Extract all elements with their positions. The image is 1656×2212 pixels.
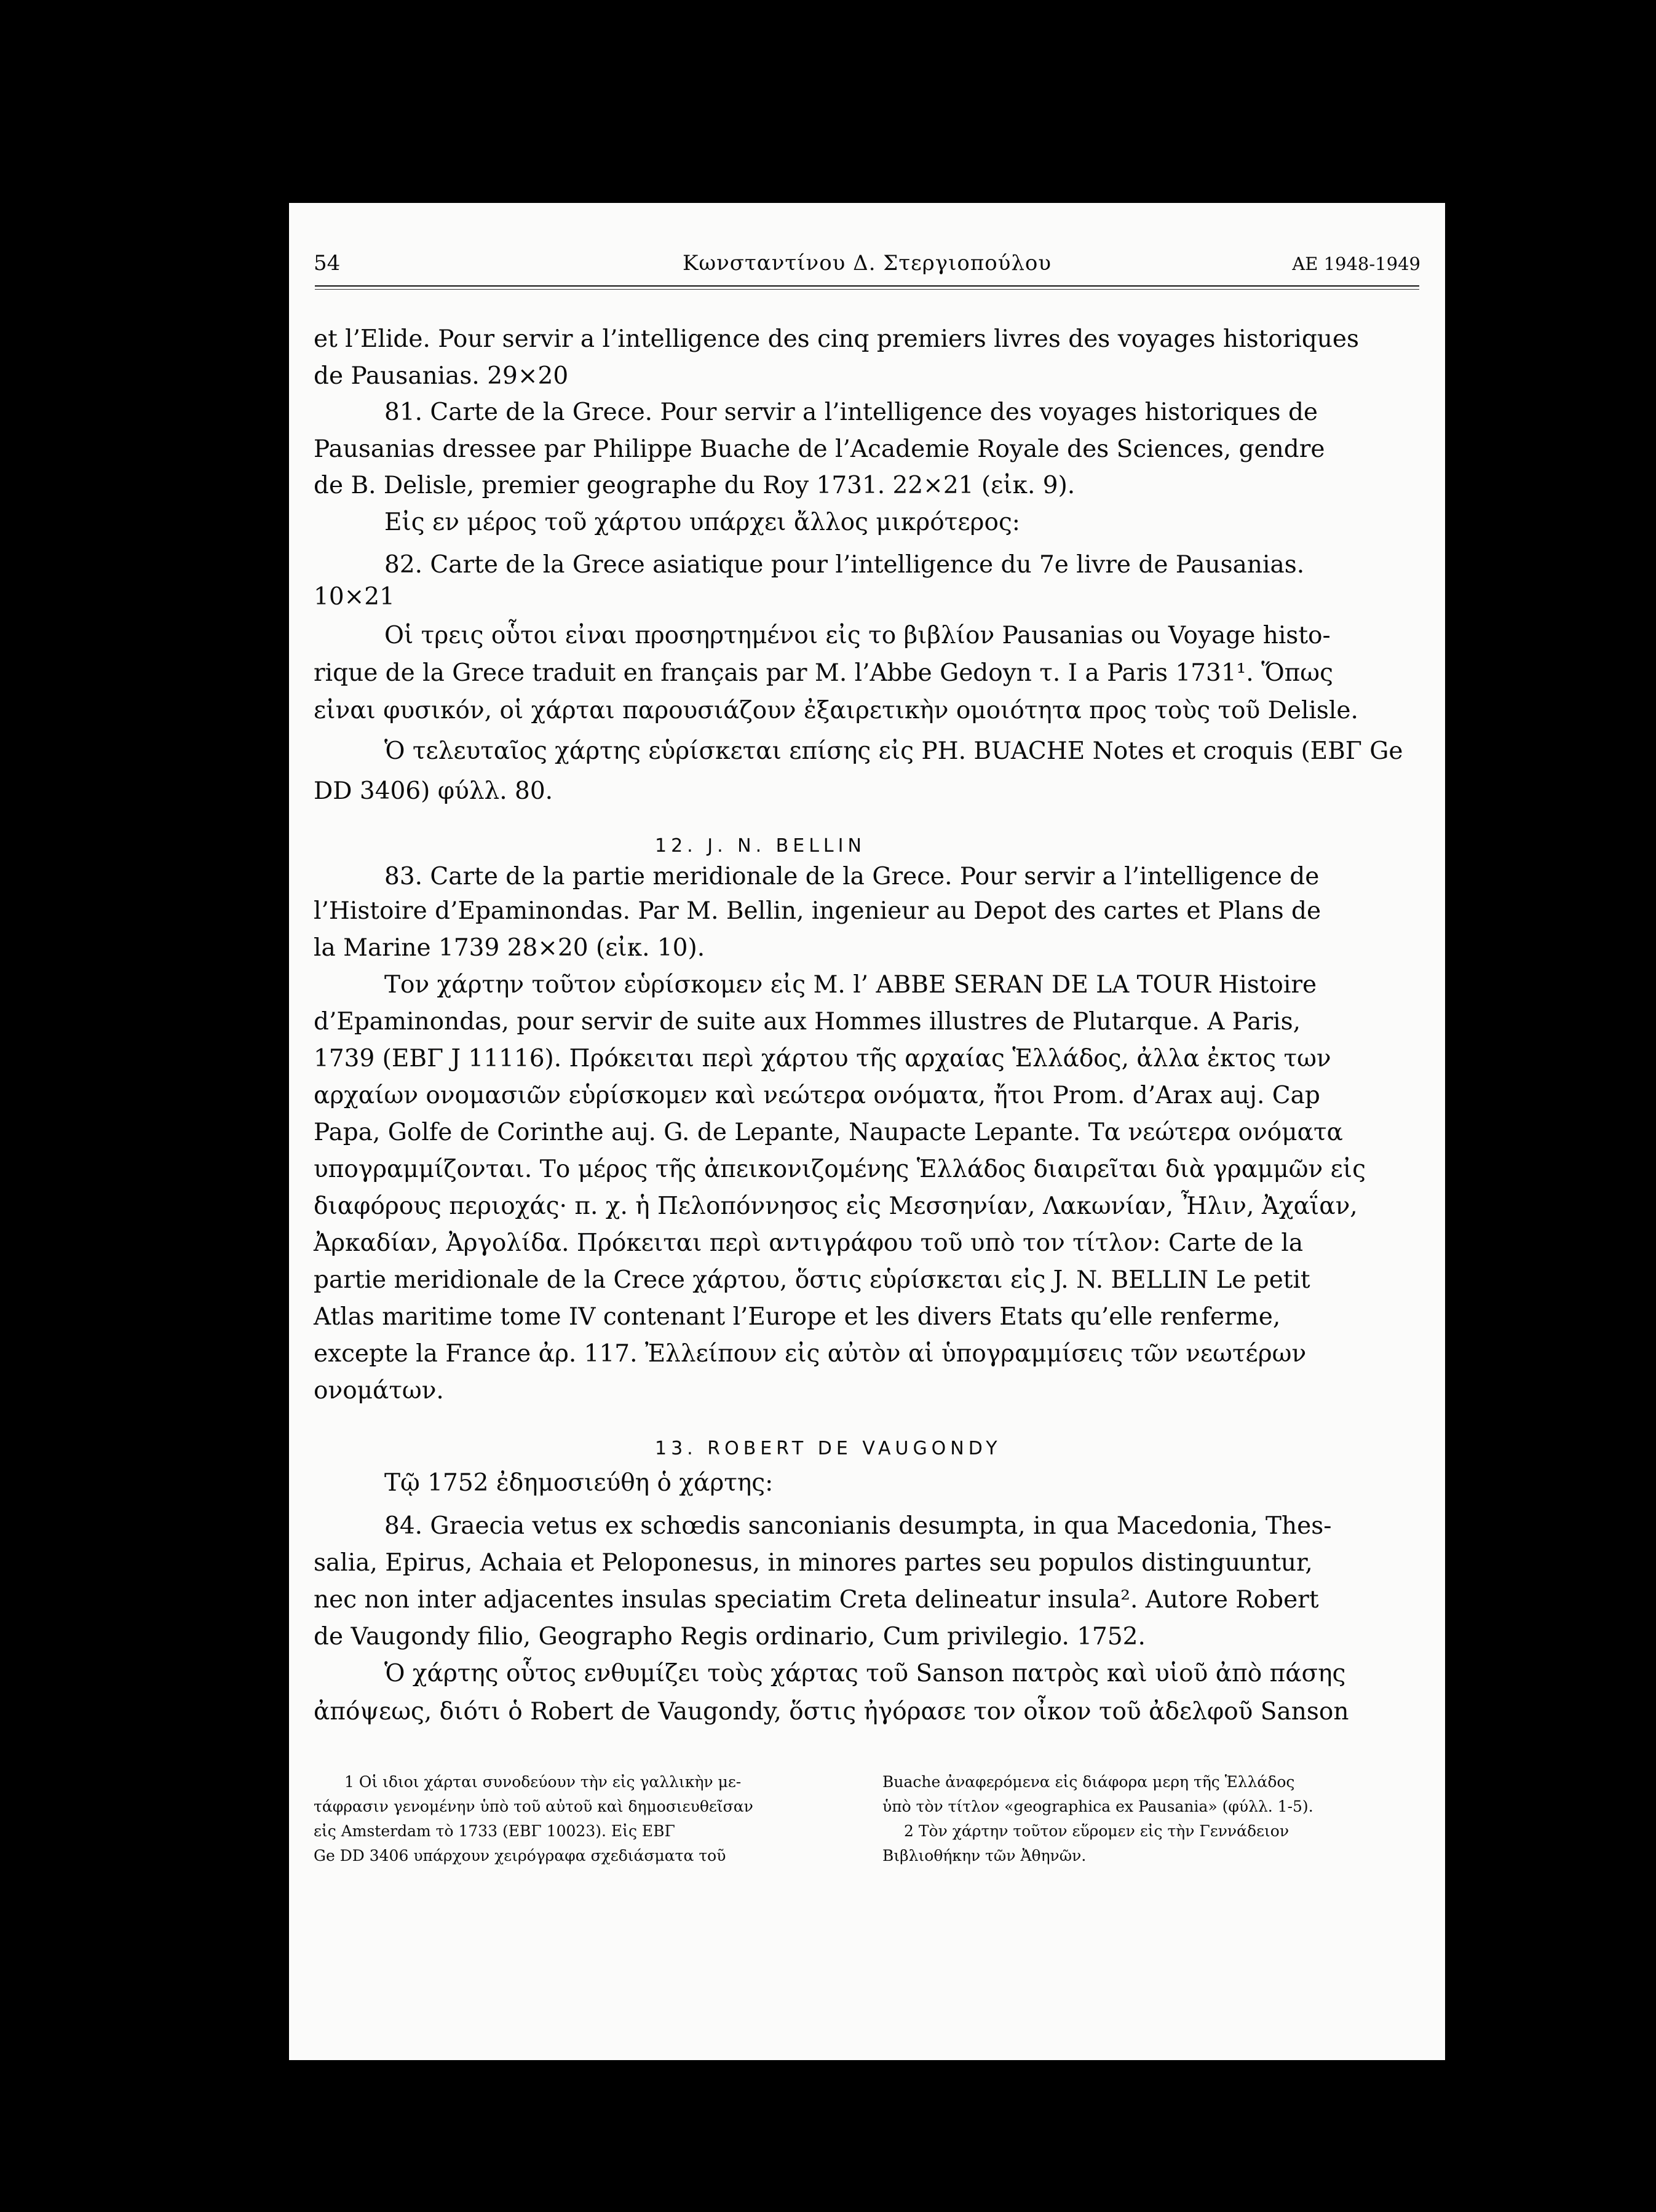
body-line: de Pausanias. 29×20 [314, 362, 569, 390]
running-header [314, 251, 1420, 288]
body-line: rique de la Grece traduit en français par M. l’Abbe Gedoyn τ. I a Paris 1731¹. Ὅπως [314, 659, 1333, 687]
footnote-line: 2 Τὸν χάρτην τοῦτον εὕρομεν εἰς τὴν Γεννάδειον [904, 1822, 1290, 1840]
body-line: διαφόρους περιοχάς· π. χ. ἡ Πελοπόννησος εἰς Μεσσηνίαν, Λακωνίαν, Ἦλιν, Ἀχαΐαν, [314, 1192, 1358, 1220]
footnote-line: ὑπὸ τὸν τίτλον «geographica ex Pausania» (φύλλ. 1-5). [882, 1798, 1313, 1815]
body-line: 1739 (ΕΒΓ J 11116). Πρόκειται περὶ χάρτου τῆς αρχαίας Ἑλλάδος, ἀλλα ἐκτος των [314, 1045, 1331, 1072]
body-line: DD 3406) φύλλ. 80. [314, 777, 553, 805]
body-line: et l’Elide. Pour servir a l’intelligence des cinq premiers livres des voyages historiques [314, 325, 1360, 353]
body-line: Τον χάρτην τοῦτον εὑρίσκομεν εἰς M. l’ ABBE SERAN DE LA TOUR Histoire [384, 971, 1317, 999]
body-line: ἀπόψεως, διότι ὁ Robert de Vaugondy, ὅστις ἠγόρασε τον οἶκον τοῦ ἀδελφοῦ Sanson [314, 1698, 1349, 1726]
body-line: partie meridionale de la Crece χάρτου, ὅστις εὑρίσκεται εἰς J. N. BELLIN Le petit [314, 1266, 1310, 1294]
journal-reference: ΑΕ 1948-1949 [1292, 253, 1420, 274]
body-line: de Vaugondy filio, Geographo Regis ordinario, Cum privilegio. 1752. [314, 1623, 1146, 1651]
footnote-line: εἰς Amsterdam τὸ 1733 (ΕΒΓ 10023). Εἰς ΕΒΓ [314, 1822, 675, 1840]
footnote-line: τάφρασιν γενομένην ὑπὸ τοῦ αὐτοῦ καὶ δημοσιευθεῖσαν [314, 1798, 753, 1815]
body-line: la Marine 1739 28×20 (εἰκ. 10). [314, 934, 705, 962]
section-heading: 12. J. N. BELLIN [655, 835, 866, 857]
body-line: nec non inter adjacentes insulas speciatim Creta delineatur insula². Autore Robert [314, 1586, 1319, 1614]
body-line: l’Histoire d’Epaminondas. Par M. Bellin, ingenieur au Depot des cartes et Plans de [314, 897, 1321, 925]
footnote-line: Βιβλιοθήκην τῶν Ἀθηνῶν. [882, 1847, 1087, 1865]
body-line: Pausanias dressee par Philippe Buache de l’Academie Royale des Sciences, gendre [314, 435, 1325, 463]
footnote-line: Buache ἀναφερόμενα εἰς διάφορα μερη τῆς Ἑλλάδος [882, 1773, 1295, 1791]
body-line: d’Epaminondas, pour servir de suite aux Hommes illustres de Plutarque. A Paris, [314, 1008, 1301, 1036]
body-line: 83. Carte de la partie meridionale de la Grece. Pour servir a l’intelligence de [384, 863, 1320, 890]
body-line: 81. Carte de la Grece. Pour servir a l’intelligence des voyages historiques de [384, 398, 1318, 426]
body-line: Atlas maritime tome IV contenant l’Europe et les divers Etats qu’elle renferme, [314, 1303, 1281, 1331]
header-rule [315, 285, 1419, 290]
body-line: Ἀρκαδίαν, Ἀργολίδα. Πρόκειται περὶ αντιγράφου τοῦ υπὸ τον τίτλον: Carte de la [314, 1229, 1304, 1257]
body-line: 82. Carte de la Grece asiatique pour l’intelligence du 7e livre de Pausanias. [384, 551, 1305, 579]
body-line: Εἰς εν μέρος τοῦ χάρτου υπάρχει ἄλλος μικρότερος: [384, 509, 1020, 536]
body-line: salia, Epirus, Achaia et Peloponesus, in minores partes seu populos distinguuntur, [314, 1549, 1313, 1577]
footnote-line: 1 Οἱ ιδιοι χάρται συνοδεύουν τὴν εἰς γαλλικὴν με- [344, 1773, 742, 1791]
section-heading: 13. ROBERT DE VAUGONDY [655, 1438, 1002, 1459]
page-number: 54 [314, 251, 341, 276]
body-line: de B. Delisle, premier geographe du Roy 1731. 22×21 (εἰκ. 9). [314, 472, 1076, 499]
body-line: 84. Graecia vetus ex schœdis sanconianis desumpta, in qua Macedonia, Thes- [384, 1512, 1332, 1540]
body-line: αρχαίων ονομασιῶν εὑρίσκομεν καὶ νεώτερα ονόματα, ἤτοι Prom. d’Arax auj. Cap [314, 1082, 1320, 1109]
body-line: Papa, Golfe de Corinthe auj. G. de Lepante, Naupacte Lepante. Τα νεώτερα ονόματα [314, 1119, 1343, 1146]
author-name: Κωνσταντίνου Δ. Στεργιοπούλου [682, 251, 1052, 276]
body-line: Ὁ χάρτης οὗτος ενθυμίζει τοὺς χάρτας τοῦ Sanson πατρὸς καὶ υἱοῦ ἀπὸ πάσης [384, 1660, 1346, 1687]
body-line: excepte la France ἀρ. 117. Ἐλλείπουν εἰς αὐτὸν αἱ ὑπογραμμίσεις τῶν νεωτέρων [314, 1340, 1307, 1368]
body-line: υπογραμμίζονται. Το μέρος τῆς ἀπεικονιζομένης Ἑλλάδος διαιρεῖται διὰ γραμμῶν εἰς [314, 1156, 1366, 1183]
body-line: Οἱ τρεις οὗτοι εἰναι προσηρτημένοι εἰς το βιβλίον Pausanias ou Voyage histo- [384, 622, 1331, 649]
footnote-line: Ge DD 3406 υπάρχουν χειρόγραφα σχεδιάσματα τοῦ [314, 1847, 726, 1865]
body-line: Τῷ 1752 ἐδημοσιεύθη ὁ χάρτης: [384, 1469, 774, 1497]
body-line: εἰναι φυσικόν, οἱ χάρται παρουσιάζουν ἐξαιρετικὴν ομοιότητα προς τοὺς τοῦ Delisle. [314, 697, 1358, 724]
body-line: ονομάτων. [314, 1377, 444, 1405]
body-line: Ὁ τελευταῖος χάρτης εὑρίσκεται επίσης εἰς PH. BUACHE Notes et croquis (ΕΒΓ Ge [384, 737, 1403, 765]
body-line: 10×21 [314, 583, 395, 611]
